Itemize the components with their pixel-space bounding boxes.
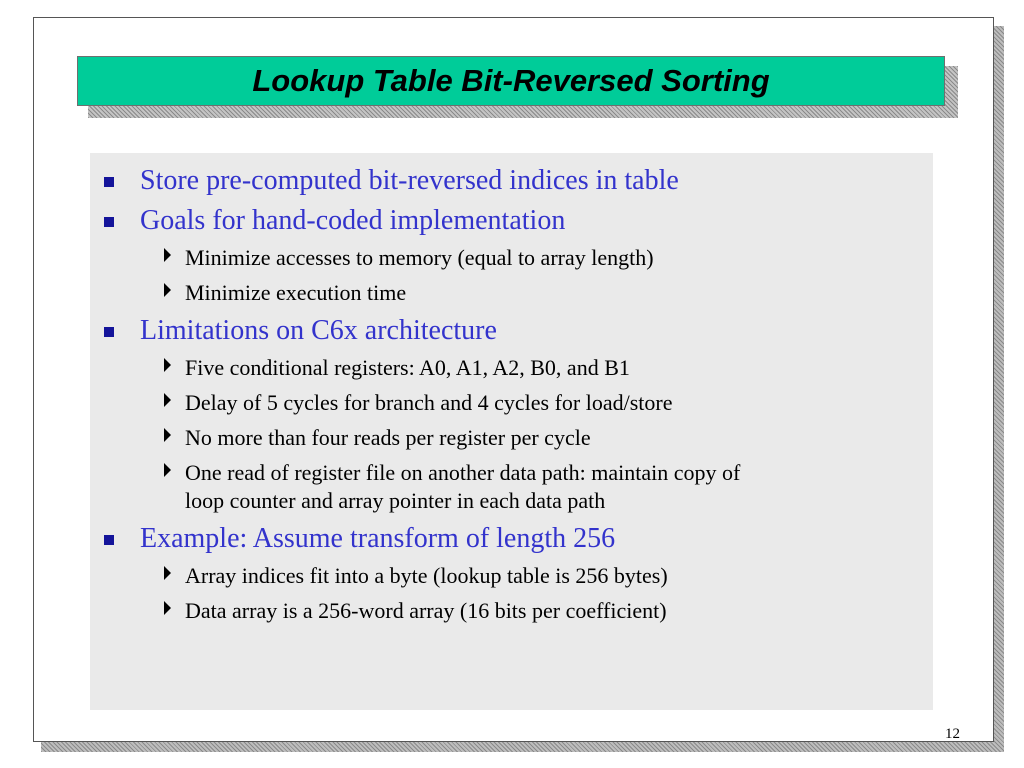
sub-bullet-text: Five conditional registers: A0, A1, A2, B0, and B1 [185,355,630,380]
triangle-bullet-icon [164,566,171,580]
sub-bullet-item [90,354,933,382]
triangle-bullet-icon [164,428,171,442]
sub-bullet-item [90,597,933,625]
bullet-text: Example: Assume transform of length 256 [140,523,616,554]
bullet-item [90,522,933,556]
sub-bullet-item [90,279,933,307]
sub-bullet-text: Delay of 5 cycles for branch and 4 cycles for load/store [185,390,673,415]
sub-bullet-text: No more than four reads per register per cycle [185,425,591,450]
sub-bullet-item [90,459,933,515]
bullet-item [90,164,933,198]
sub-bullet-item [90,389,933,417]
sub-bullet-text: Data array is a 256-word array (16 bits per coefficient) [185,598,667,623]
bullet-item [90,204,933,238]
slide-title: Lookup Table Bit-Reversed Sorting [252,63,770,98]
sub-bullet-item [90,424,933,452]
sub-bullet-text: One read of register file on another data path: maintain copy of [185,460,741,485]
page-number: 12 [945,726,960,742]
triangle-bullet-icon [164,393,171,407]
content-box [90,153,933,710]
triangle-bullet-icon [164,463,171,477]
sub-bullet-item [90,562,933,590]
bullet-item [90,314,933,348]
sub-bullet-item [90,244,933,272]
bullet-text: Goals for hand-coded implementation [140,205,566,236]
square-bullet-icon [104,535,114,545]
sub-bullet-text: Minimize accesses to memory (equal to array length) [185,245,654,270]
sub-bullet-text: Minimize execution time [185,280,407,305]
bullet-text: Store pre-computed bit-reversed indices in table [140,165,679,196]
square-bullet-icon [104,327,114,337]
title-box [77,56,945,106]
square-bullet-icon [104,177,114,187]
square-bullet-icon [104,217,114,227]
triangle-bullet-icon [164,283,171,297]
triangle-bullet-icon [164,248,171,262]
bullet-text: Limitations on C6x architecture [140,315,497,346]
sub-bullet-text-continuation: loop counter and array pointer in each data path [185,488,606,513]
sub-bullet-text: Array indices fit into a byte (lookup table is 256 bytes) [185,563,668,588]
triangle-bullet-icon [164,358,171,372]
triangle-bullet-icon [164,601,171,615]
